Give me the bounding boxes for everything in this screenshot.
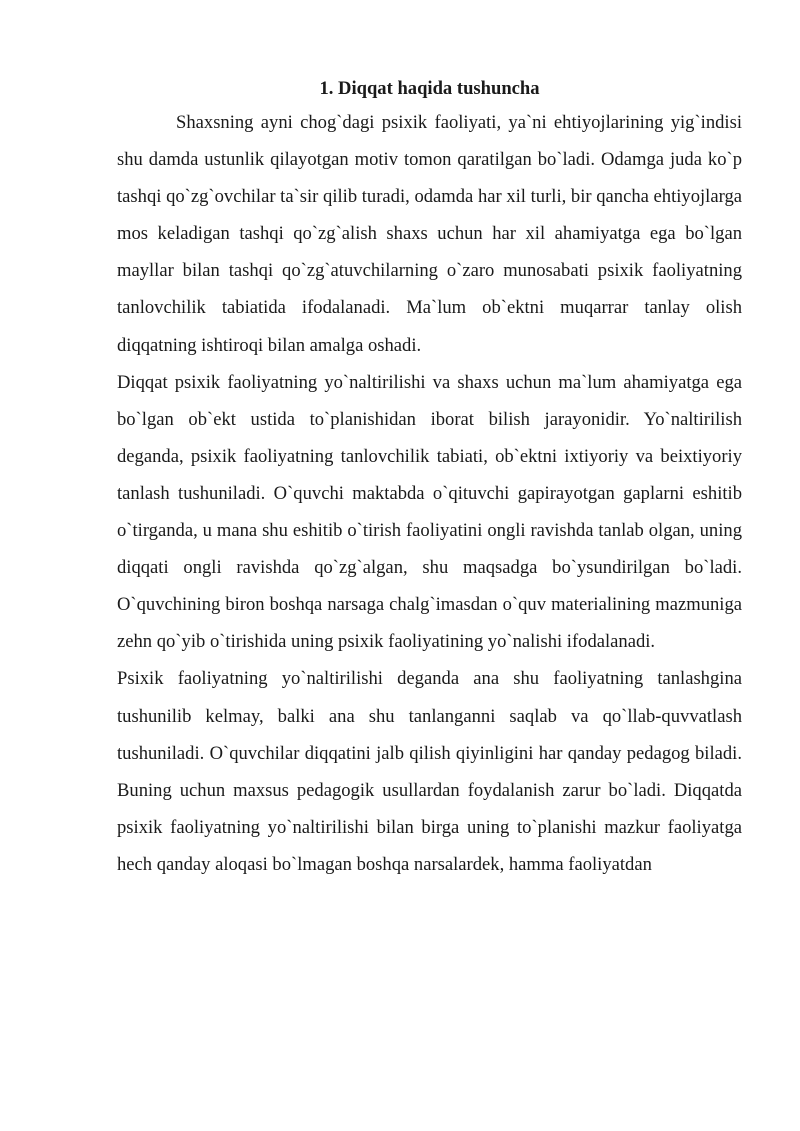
paragraph-1: Shaxsning ayni chog`dagi psixik faoliyati, ya`ni ehtiyojlarining yig`indisi shu damda ustunlik qilayotgan motiv tomon qaratilgan bo`ladi. Odamga juda ko`p tashqi qo`zg`ovchilar ta`sir qilib turadi, odamda har xil turli, bir qancha ehtiyojlarga mos keladigan tashqi qo`zg`alish shaxs uchun har xil ahamiyatga ega bo`lgan mayllar bilan tashqi qo`zg`atuvchilarning o`zaro munosabati psixik faoliyatning tanlovchilik tabiatida ifodalanadi. Ma`lum ob`ektni muqarrar tanlay olish diqqatning ishtiroqi bilan amalga oshadi. (117, 112, 742, 356)
paragraph-3: Psixik faoliyatning yo`naltirilishi deganda ana shu faoliyatning tanlashgina tushunilib kelmay, balki ana shu tanlanganni saqlab va qo`llab-quvvatlash tushuniladi. O`quvchilar diqqatini jalb qilish qiyinligini har qanday pedagog biladi. Buning uchun maxsus pedagogik usullardan foydalanish zarur bo`ladi. Diqqatda psixik faoliyatning yo`naltirilishi bilan birga uning to`planishi mazkur faoliyatga hech qanday aloqasi bo`lmagan boshqa narsalardek, hamma faoliyatdan (117, 668, 742, 875)
document-body (117, 74, 742, 883)
paragraph-2: Diqqat psixik faoliyatning yo`naltirilishi va shaxs uchun ma`lum ahamiyatga ega bo`lgan ob`ekt ustida to`planishidan iborat bilish jarayonidir. Yo`naltirilish deganda, psixik faoliyatning tanlovchilik tabiati, ob`ektni ixtiyoriy va beixtiyoriy tanlash tushuniladi. O`quvchi maktabda o`qituvchi gapirayotgan gaplarni eshitib o`tirganda, u mana shu eshitib o`tirish faoliyatini ongli ravishda tanlab olgan, uning diqqati ongli ravishda qo`zg`algan, shu maqsadga bo`ysundirilgan bo`ladi. O`quvchining biron boshqa narsaga chalg`imasdan o`quv materialining mazmuniga zehn qo`yib o`tirishida uning psixik faoliyatining yo`nalishi ifodalanadi. (117, 371, 742, 653)
section-title: 1. Diqqat haqida tushuncha (319, 78, 540, 99)
